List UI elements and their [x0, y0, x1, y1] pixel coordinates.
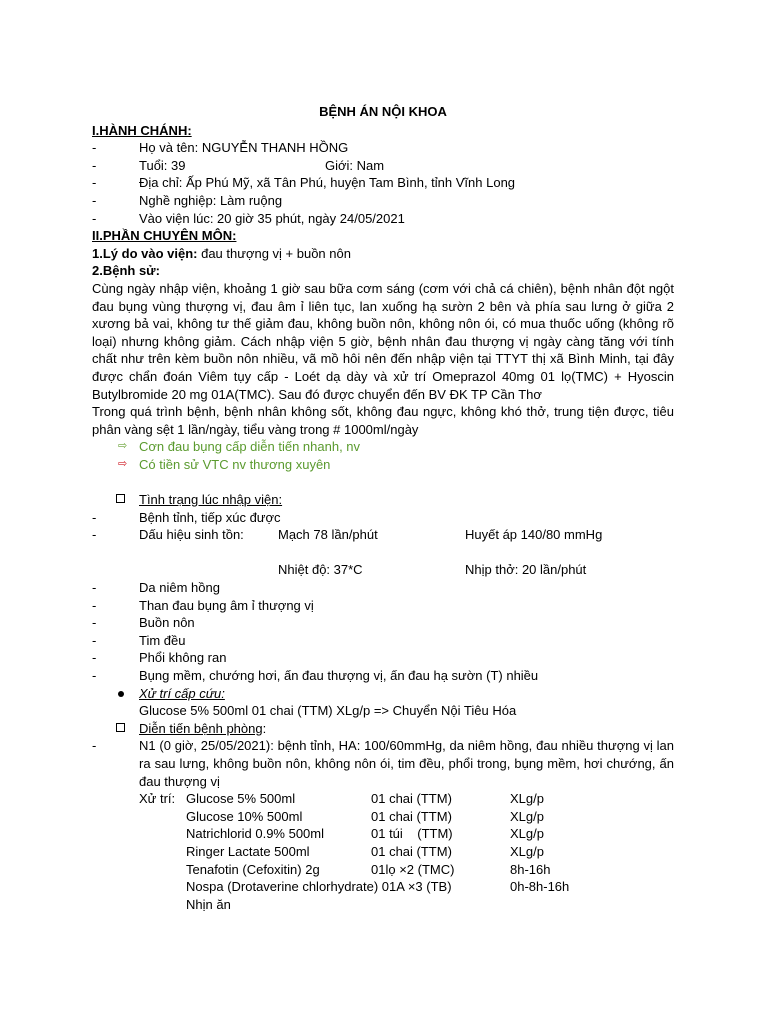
- note-row-1: [92, 438, 674, 456]
- temperature-value: Nhiệt độ: 37*C: [278, 562, 363, 578]
- admit-status-row: [92, 491, 674, 509]
- vitals-row-2: [92, 561, 674, 579]
- treatment-drug: Natrichlorid 0.9% 500ml: [186, 826, 325, 842]
- treatment-rate: XLg/p: [510, 791, 544, 807]
- finding-text: Buồn nôn: [139, 615, 195, 631]
- treatment-row: [92, 878, 674, 896]
- admission-time: Vào viện lúc: 20 giờ 35 phút, ngày 24/05/2021: [139, 210, 405, 226]
- finding-row: [92, 667, 674, 685]
- document-title: BỆNH ÁN NỘI KHOA: [319, 104, 447, 119]
- n1-block: [92, 737, 674, 790]
- history-paragraph-2: Trong quá trình bệnh, bệnh nhân không sốt, không đau ngực, không khó thở, trung tiện được, tiêu phân vàng sệt 1 lần/ngày, tiểu vàng trong # 1000ml/ngày: [92, 404, 674, 437]
- checkbox-icon: [116, 723, 125, 732]
- history-paragraph-1: Cùng ngày nhập viện, khoảng 1 giờ sau bữa cơm sáng (cơm với chả cá chiên), bệnh nhân đột ngột đau bụng vùng thượng vị, đau âm ỉ liên tục, lan xuống hạ sườn 2 bên và phía sau lưng ở giữa 2 xương bả vai, không tư thế giảm đau, không buồn nôn, không nôn ói, có mua thuốc uống (không rõ loại) nhưng không giảm. Cách nhập viện 5 giờ, bệnh nhân đau thượng vị ngày càng tăng với tính chất như trên kèm buồn nôn nhiều, vã mồ hôi nên đến nhập viện tại TTYT thị xã Bình Minh, tại đây được chẩn đoán Viêm tụy cấp - Loét dạ dày và xử trí Omeprazol 40mg 01 lọ(TMC) + Hyoscin Butylbromide 20 mg 01A(TMC). Sau đó được chuyển đến BV ĐK TP Cần Thơ: [92, 280, 674, 402]
- reason-text: đau thượng vị + buồn nôn: [197, 245, 351, 261]
- emergency-text-row: [92, 702, 674, 720]
- pulse-value: Mạch 78 lần/phút: [278, 527, 378, 543]
- emergency-label: Xử trí cấp cứu:: [139, 685, 225, 701]
- course-row: [92, 720, 674, 738]
- dash-bullet: -: [92, 175, 97, 191]
- finding-text: Than đau bụng âm ỉ thượng vị: [139, 597, 314, 613]
- spacer: [92, 473, 674, 491]
- finding-text: Phổi không ran: [139, 650, 227, 666]
- n1-text: N1 (0 giờ, 25/05/2021): bệnh tỉnh, HA: 100/60mmHg, da niêm hồng, đau nhiều thượng vị lan ra sau lưng, không buồn nôn, không nôn ói, tim đều, phổi trong, bụng mềm, hơi chướng, ấn đau thượng vị: [139, 738, 674, 789]
- emergency-text: Glucose 5% 500ml 01 chai (TTM) XLg/p => Chuyển Nội Tiêu Hóa: [139, 703, 517, 719]
- finding-row: [92, 579, 674, 597]
- consciousness-text: Bệnh tỉnh, tiếp xúc được: [139, 509, 281, 525]
- reason-line: [92, 245, 674, 263]
- spacer: [92, 544, 674, 562]
- patient-job: Nghề nghiệp: Làm ruộng: [139, 192, 283, 208]
- dash-bullet: -: [92, 157, 97, 173]
- history-label: 2.Bệnh sử:: [92, 263, 160, 279]
- dash-bullet: -: [92, 668, 97, 683]
- treatment-row: [92, 825, 674, 843]
- dash-bullet: -: [92, 580, 97, 596]
- finding-row: [92, 597, 674, 615]
- dash-bullet: -: [92, 509, 97, 525]
- section-administrative-heading: I.HÀNH CHÁNH:: [92, 122, 192, 138]
- treatment-rate: 8h-16h: [510, 861, 551, 877]
- dash-bullet: -: [92, 140, 97, 156]
- course-label: Diễn tiến bệnh phòng: [139, 720, 263, 736]
- finding-row: [92, 649, 674, 667]
- treatment-row: [92, 861, 674, 879]
- consciousness-row: [92, 509, 674, 527]
- dash-bullet: -: [92, 597, 97, 613]
- bullet-dot-icon: [118, 691, 124, 697]
- patient-age: Tuổi: 39: [139, 157, 186, 173]
- dash-bullet: -: [92, 738, 97, 754]
- admit-status-label: Tình trạng lúc nhập viện:: [139, 492, 283, 508]
- section-professional-heading: II.PHẦN CHUYÊN MÔN:: [92, 228, 237, 244]
- finding-row: [92, 632, 674, 650]
- course-label-wrap: [139, 720, 266, 738]
- info-admission-row: [92, 210, 674, 228]
- patient-address: Địa chỉ: Ấp Phú Mỹ, xã Tân Phú, huyện Tam Bình, tỉnh Vĩnh Long: [139, 175, 516, 191]
- treatment-dose: 01 chai (TTM): [371, 791, 452, 807]
- treatment-dose: 01 chai (TTM): [371, 808, 452, 824]
- note-row-2: [92, 456, 674, 474]
- treatment-rate: XLg/p: [510, 808, 544, 824]
- finding-row: [92, 614, 674, 632]
- reason-label: 1.Lý do vào viện:: [92, 245, 198, 261]
- dash-bullet: -: [92, 192, 97, 208]
- info-age-row: [92, 157, 674, 175]
- treatment-drug: Glucose 10% 500ml: [186, 808, 303, 824]
- arrow-right-icon: ⇨: [118, 457, 128, 470]
- fasting-row: [92, 896, 674, 914]
- patient-name: Họ và tên: NGUYỄN THANH HỒNG: [139, 140, 349, 156]
- treatment-row: [92, 843, 674, 861]
- vitals-label: Dấu hiệu sinh tồn:: [139, 527, 244, 543]
- treatment-dose: 01 túi (TTM): [371, 826, 453, 842]
- vitals-row-1: [92, 526, 674, 544]
- treatment-drug: Ringer Lactate 500ml: [186, 843, 310, 859]
- treatment-drug: Glucose 5% 500ml: [186, 791, 296, 807]
- treatment-dose: 01 chai (TTM): [371, 843, 452, 859]
- treatment-drug: Tenafotin (Cefoxitin) 2g: [186, 861, 320, 877]
- patient-gender: Giới: Nam: [325, 157, 385, 173]
- dash-bullet: -: [92, 615, 97, 631]
- dash-bullet: -: [92, 210, 97, 226]
- info-address-row: [92, 174, 674, 192]
- respiration-value: Nhịp thở: 20 lần/phút: [465, 562, 587, 578]
- treatment-row: [92, 790, 674, 808]
- note-text: Cơn đau bụng cấp diễn tiến nhanh, nv: [139, 439, 361, 455]
- fasting-text: Nhịn ăn: [186, 896, 231, 912]
- treatment-label: Xử trí:: [139, 791, 176, 807]
- treatment-rate: 0h-8h-16h: [510, 879, 570, 895]
- info-name-row: [92, 139, 674, 157]
- dash-bullet: -: [92, 632, 97, 648]
- finding-text: Da niêm hồng: [139, 580, 220, 596]
- treatment-drug: Nospa (Drotaverine chlorhydrate) 01A ×3 (TB): [186, 879, 452, 895]
- blood-pressure-value: Huyết áp 140/80 mmHg: [465, 527, 603, 543]
- arrow-right-icon: ⇨: [118, 440, 128, 453]
- document-page: [92, 103, 674, 913]
- checkbox-icon: [116, 494, 125, 503]
- dash-bullet: -: [92, 650, 97, 666]
- note-text: Có tiền sử VTC nv thương xuyên: [139, 456, 331, 472]
- finding-text: Tim đều: [139, 632, 186, 648]
- treatment-dose: 01lọ ×2 (TMC): [371, 861, 455, 877]
- finding-text: Bụng mềm, chướng hơi, ấn đau thượng vị, ấn đau hạ sườn (T) nhiều: [139, 668, 539, 683]
- treatment-row: [92, 808, 674, 826]
- info-job-row: [92, 192, 674, 210]
- emergency-row: [92, 685, 674, 703]
- course-colon: :: [262, 720, 267, 736]
- treatment-rate: XLg/p: [510, 843, 544, 859]
- dash-bullet: -: [92, 527, 97, 543]
- treatment-rate: XLg/p: [510, 826, 544, 842]
